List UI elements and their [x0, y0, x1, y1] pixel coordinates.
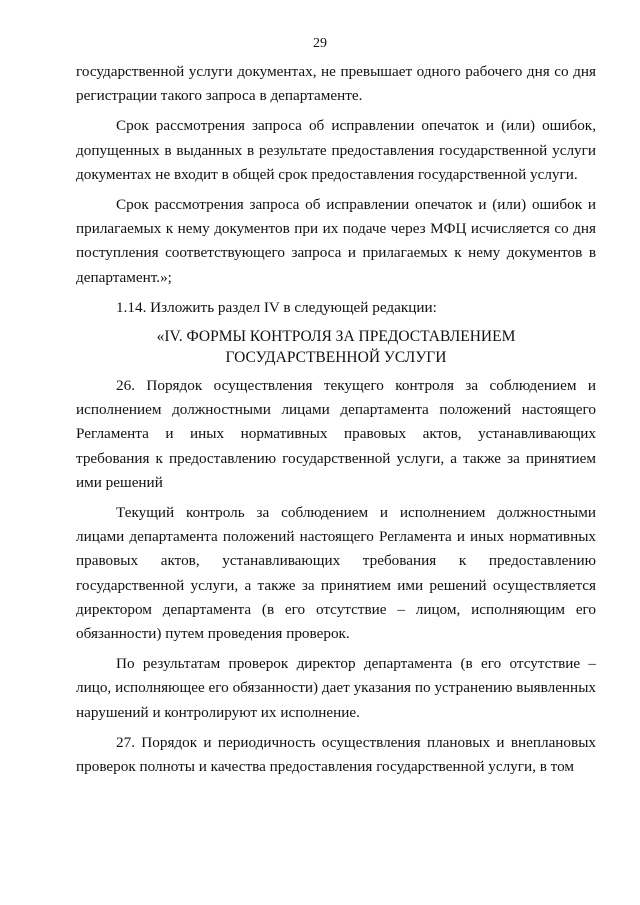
document-body [76, 60, 596, 785]
page-number: 29 [313, 36, 327, 51]
paragraph-amendment-1-14: 1.14. Изложить раздел IV в следующей редакции: [116, 298, 437, 316]
paragraph-correction-deadline: Срок рассмотрения запроса об исправлении опечаток и (или) ошибок, допущенных в выданных в результате предоставления государственной услуги документах не входит в общей срок предоставления государственной услуги. [76, 117, 596, 183]
paragraph-clause-27: 27. Порядок и периодичность осуществления плановых и внеплановых проверок полноты и качества предоставления государственной услуги, в том [76, 733, 596, 776]
paragraph-current-control: Текущий контроль за соблюдением и исполнением должностными лицами департамента положений настоящего Регламента и иных нормативных правовых актов, устанавливающих требования к предоставлению государственной услуги, а также за принятием ими решений осуществляется директором департамента (в его отсутствие – лицом, исполняющим его обязанности) путем проведения проверок. [76, 504, 596, 643]
section-heading [76, 326, 596, 368]
paragraph-inspection-results: По результатам проверок директор департамента (в его отсутствие – лицо, исполняющее его обязанности) дает указания по устранению выявленных нарушений и контролируют их исполнение. [76, 655, 596, 721]
section-heading-line1: «IV. ФОРМЫ КОНТРОЛЯ ЗА ПРЕДОСТАВЛЕНИЕМ [156, 328, 516, 346]
paragraph-clause-26: 26. Порядок осуществления текущего контроля за соблюдением и исполнением должностными лицами департамента положений настоящего Регламента и иных нормативных правовых актов, устанавливающих требования к предоставлению государственной услуги, а также за принятием ими решений [76, 377, 596, 491]
paragraph-mfc-deadline: Срок рассмотрения запроса об исправлении опечаток и (или) ошибок и прилагаемых к нему документов при их подаче через МФЦ исчисляется со дня поступления соответствующего запроса и прилагаемых к нему документов в департамент.»; [76, 196, 596, 286]
paragraph-continuation: государственной услуги документах, не превышает одного рабочего дня со дня регистрации такого запроса в департаменте. [76, 63, 596, 105]
section-heading-line2: ГОСУДАРСТВЕННОЙ УСЛУГИ [225, 349, 447, 367]
